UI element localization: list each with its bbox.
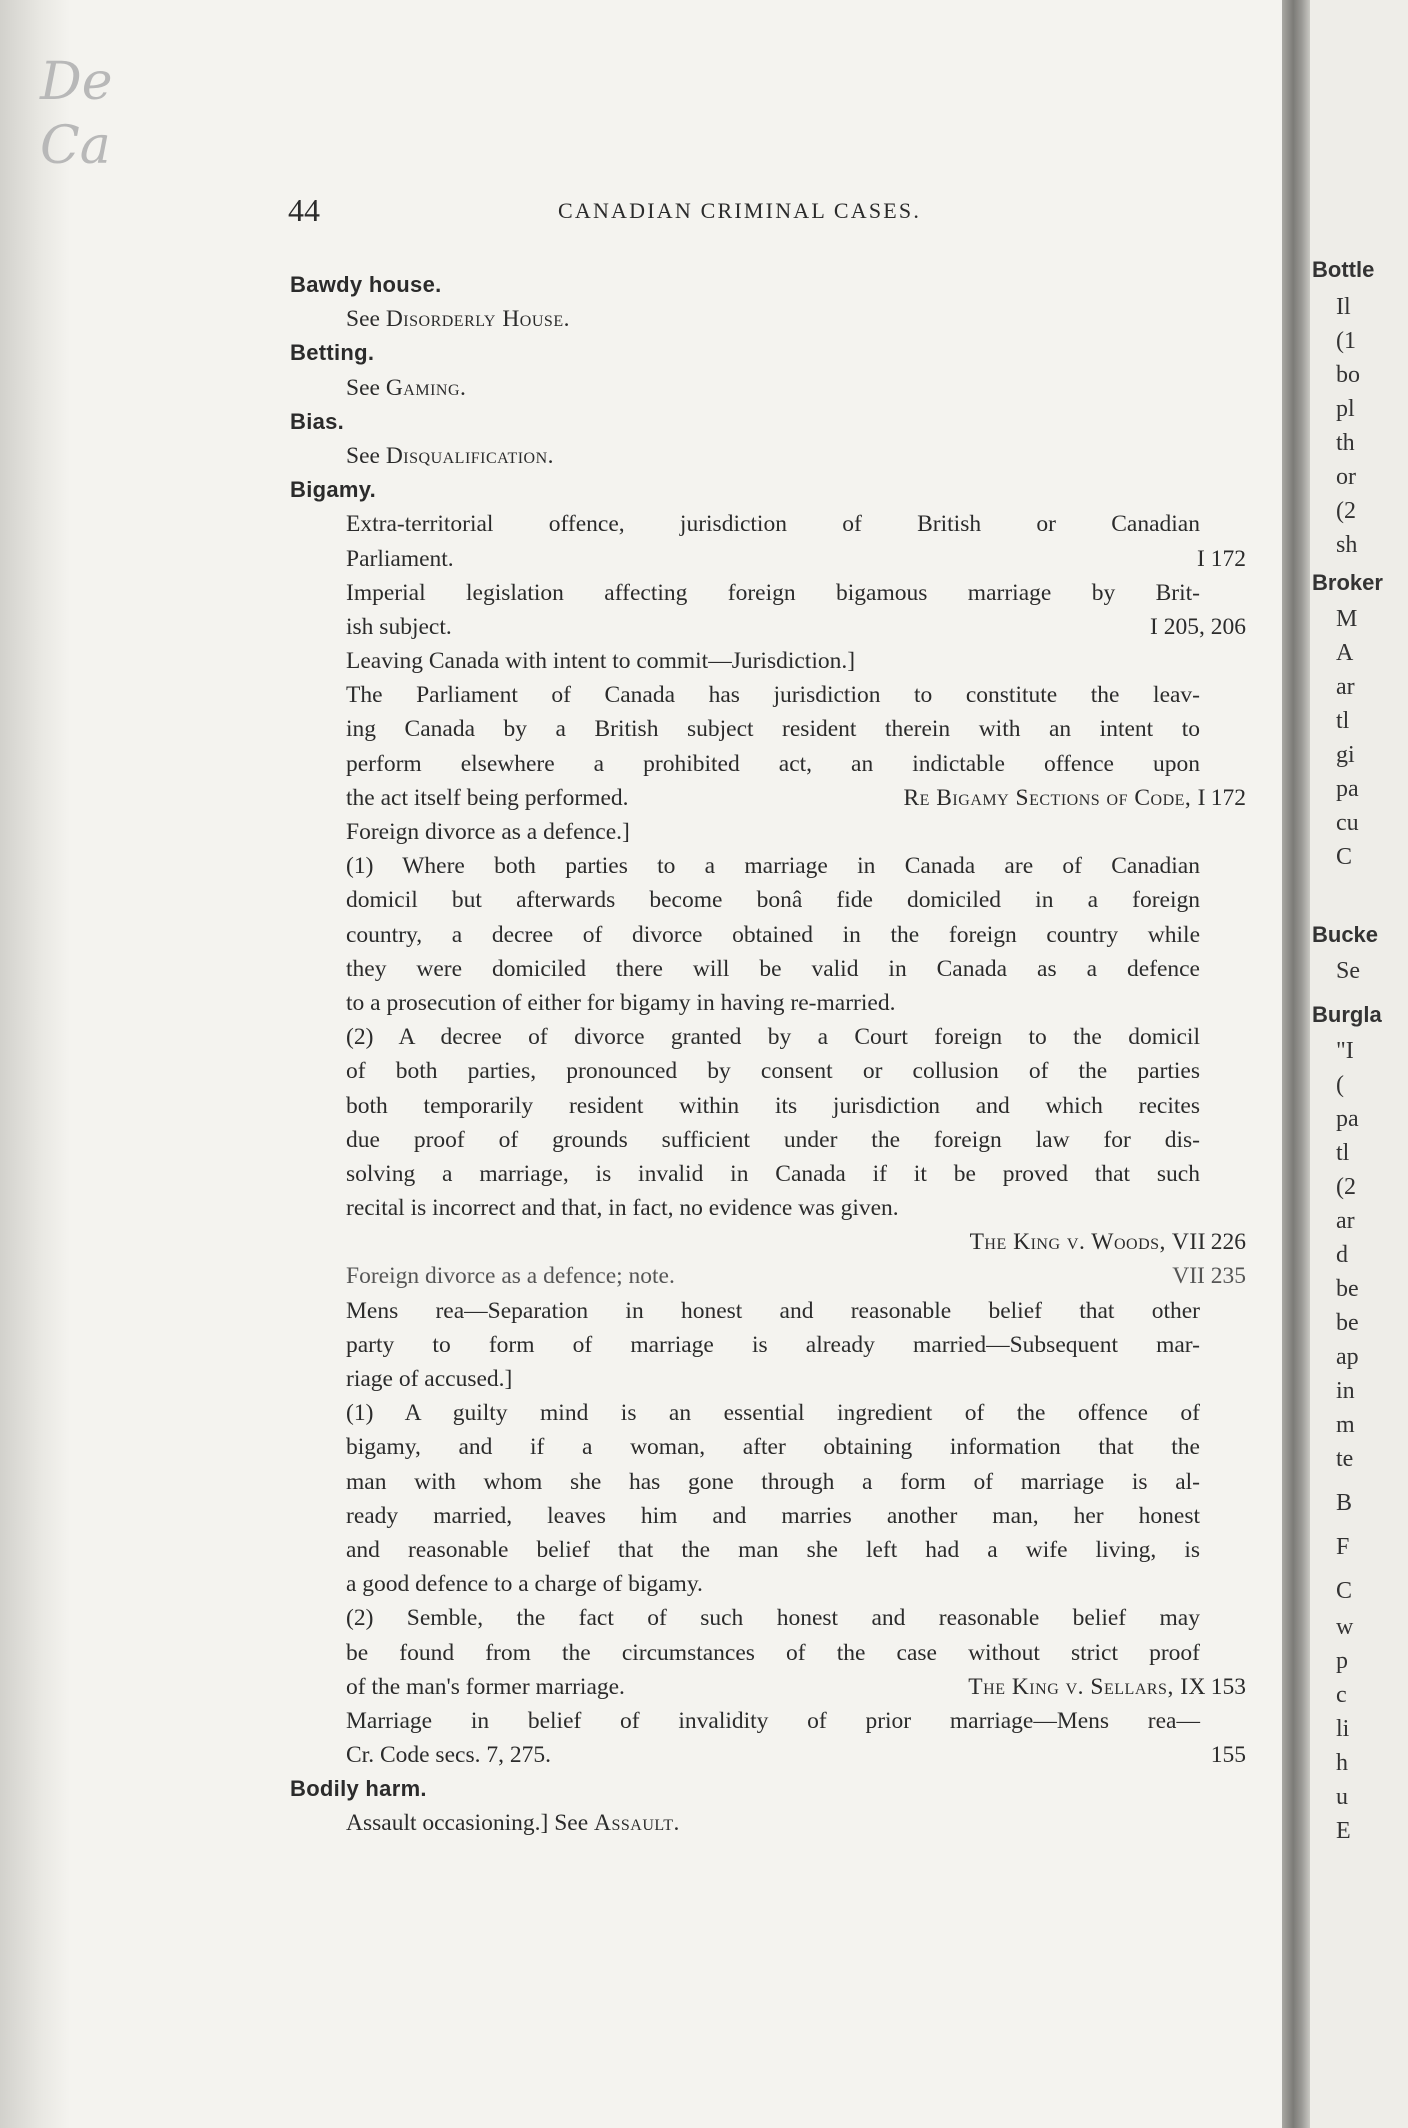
see-reference: See Gaming. [346,374,467,401]
text-line: to a prosecution of either for bigamy in having re-married. [346,989,896,1016]
facing-line: Bucke [1312,922,1379,947]
text-line: bigamy, and if a woman, after obtaining information that the [346,1434,1200,1461]
facing-line: (2 [1336,1174,1356,1200]
subheading-line: Foreign divorce as a defence.] [346,819,630,845]
facing-line: bo [1336,362,1360,388]
facing-line: p [1336,1648,1348,1674]
facing-line: C [1336,1578,1353,1604]
facing-line: be [1336,1310,1359,1336]
facing-page [1310,0,1408,2128]
text-line: a good defence to a charge of bigamy. [346,1571,703,1598]
subheading-line: Cr. Code secs. 7, 275. 155 [290,1738,1260,1772]
page-left-edge [0,0,70,2128]
text-line: solving a marriage, is invalid in Canada if it be proved that such [346,1160,1200,1187]
volume-page-ref: 226 [1210,1229,1246,1256]
text-line: and reasonable belief that the man she left had a wife living, is [346,1536,1200,1563]
facing-line: or [1336,464,1356,490]
text-line: ish subject. I 205, 206 [290,610,1260,644]
facing-line: h [1336,1750,1348,1776]
text-line: ready married, leaves him and marries another man, her honest [346,1502,1200,1529]
facing-line: pa [1336,1106,1359,1132]
text-line: man with whom she has gone through a form of marriage is al- [346,1468,1200,1495]
subheading-line: Marriage in belief of invalidity of prior marriage—Mens rea— [346,1707,1200,1734]
text-line: perform elsewhere a prohibited act, an indictable offence upon [346,750,1200,777]
text-line: of the man's former marriage. The King v. Sellars, IX 153 [290,1670,1260,1704]
entry-heading-bodily-harm: Bodily harm. [290,1776,427,1802]
facing-line: be [1336,1276,1359,1302]
text-line: ing Canada by a British subject resident therein with an intent to [346,716,1200,743]
facing-line: gi [1336,742,1355,768]
facing-line: cu [1336,810,1359,836]
text-line: (2) Semble, the fact of such honest and reasonable belief may [346,1605,1200,1632]
subheading-line: riage of accused.] [346,1366,513,1392]
volume-page-ref: I 172 [1197,545,1246,572]
text-line: due proof of grounds sufficient under the foreign law for dis- [346,1126,1200,1153]
facing-line: F [1336,1534,1350,1560]
page-header [288,192,1248,232]
facing-line: m [1336,1412,1355,1438]
facing-line: A [1336,640,1354,666]
facing-line: ar [1336,1208,1355,1234]
text-line: (2) A decree of divorce granted by a Court foreign to the domicil [346,1024,1200,1051]
text-line: Imperial legislation affecting foreign bigamous marriage by Brit- [346,579,1200,606]
facing-line: te [1336,1446,1354,1472]
facing-line: c [1336,1682,1347,1708]
facing-line: sh [1336,532,1358,558]
facing-line: E [1336,1818,1351,1844]
facing-line: Bottle [1312,257,1375,282]
see-reference: See Disorderly House. [346,306,570,333]
see-reference: Assault occasioning.] See Assault. [346,1810,680,1837]
text-line: both temporarily resident within its jurisdiction and which recites [346,1092,1200,1119]
case-citation: The King v. Sellars, IX [968,1673,1206,1700]
subheading-line: Leaving Canada with intent to commit—Jurisdiction.] [346,648,856,675]
facing-line: ap [1336,1344,1359,1370]
text-line: country, a decree of divorce obtained in the foreign country while [346,921,1200,948]
text-line: be found from the circumstances of the case without strict proof [346,1639,1200,1666]
text-line: Foreign divorce as a defence; note. VII 235 [290,1259,1260,1293]
volume-page-ref: 172 [1210,784,1246,811]
text-line: (1) A guilty mind is an essential ingredient of the offence of [346,1400,1200,1427]
facing-line: C [1336,844,1353,870]
entry-heading-bawdy-house: Bawdy house. [290,272,442,297]
facing-line: pl [1336,396,1355,422]
margin-handwriting: De Ca [40,52,113,176]
text-line: domicil but afterwards become bonâ fide domiciled in a foreign [346,887,1200,914]
running-head: CANADIAN CRIMINAL CASES. [558,198,922,223]
subheading-line: Mens rea—Separation in honest and reasonable belief that other [346,1297,1200,1324]
facing-line: w [1336,1614,1354,1640]
subheading-line: party to form of marriage is already married—Subsequent mar- [346,1331,1200,1358]
volume-page-ref: I 205, 206 [1150,613,1246,640]
see-reference: See Disqualification. [346,442,555,469]
facing-line: in [1336,1378,1355,1404]
facing-line: B [1336,1490,1353,1516]
facing-line: M [1336,606,1358,632]
entry-heading-betting: Betting. [290,340,375,366]
facing-line: th [1336,430,1355,456]
text-line: Extra-territorial offence, jurisdiction of British or Canadian [346,511,1200,538]
case-citation: Re Bigamy Sections of Code, I [903,784,1206,811]
text-line: the act itself being performed. Re Bigamy Sections of Code, I 172 [290,781,1260,815]
book-gutter [1282,0,1310,2128]
index-content [290,268,1260,1841]
page-number: 44 [288,192,320,228]
text-line: they were domiciled there will be valid in Canada as a defence [346,955,1200,982]
facing-line: ( [1336,1072,1344,1098]
facing-line: (1 [1336,328,1356,354]
text-line: The Parliament of Canada has jurisdiction to constitute the leav- [346,682,1200,709]
volume-page-ref: 153 [1210,1673,1246,1700]
text-line: of both parties, pronounced by consent or collusion of the parties [346,1058,1200,1085]
entry-heading-bigamy: Bigamy. [290,477,377,503]
text-line: recital is incorrect and that, in fact, no evidence was given. [346,1195,899,1222]
case-citation: The King v. Woods, VII [969,1229,1206,1256]
text-line: (1) Where both parties to a marriage in Canada are of Canadian [346,853,1200,880]
entry-heading-bias: Bias. [290,408,345,434]
facing-line: Burgla [1312,1002,1382,1027]
facing-line: Il [1336,294,1351,320]
citation-line [290,1225,1260,1259]
text-line: Parliament. I 172 [290,542,1260,576]
facing-line: li [1336,1716,1350,1742]
facing-line: u [1336,1784,1348,1810]
facing-line: Se [1336,958,1360,984]
facing-line: Broker [1312,570,1383,595]
facing-line: pa [1336,776,1359,802]
facing-line: ar [1336,674,1355,700]
facing-line: (2 [1336,498,1356,524]
facing-line: d [1336,1242,1348,1268]
volume-page-ref: VII 235 [1172,1263,1246,1290]
facing-line: tl [1336,708,1350,734]
facing-line: "I [1336,1038,1354,1064]
volume-page-ref: 155 [1210,1742,1246,1769]
facing-line: tl [1336,1140,1350,1166]
